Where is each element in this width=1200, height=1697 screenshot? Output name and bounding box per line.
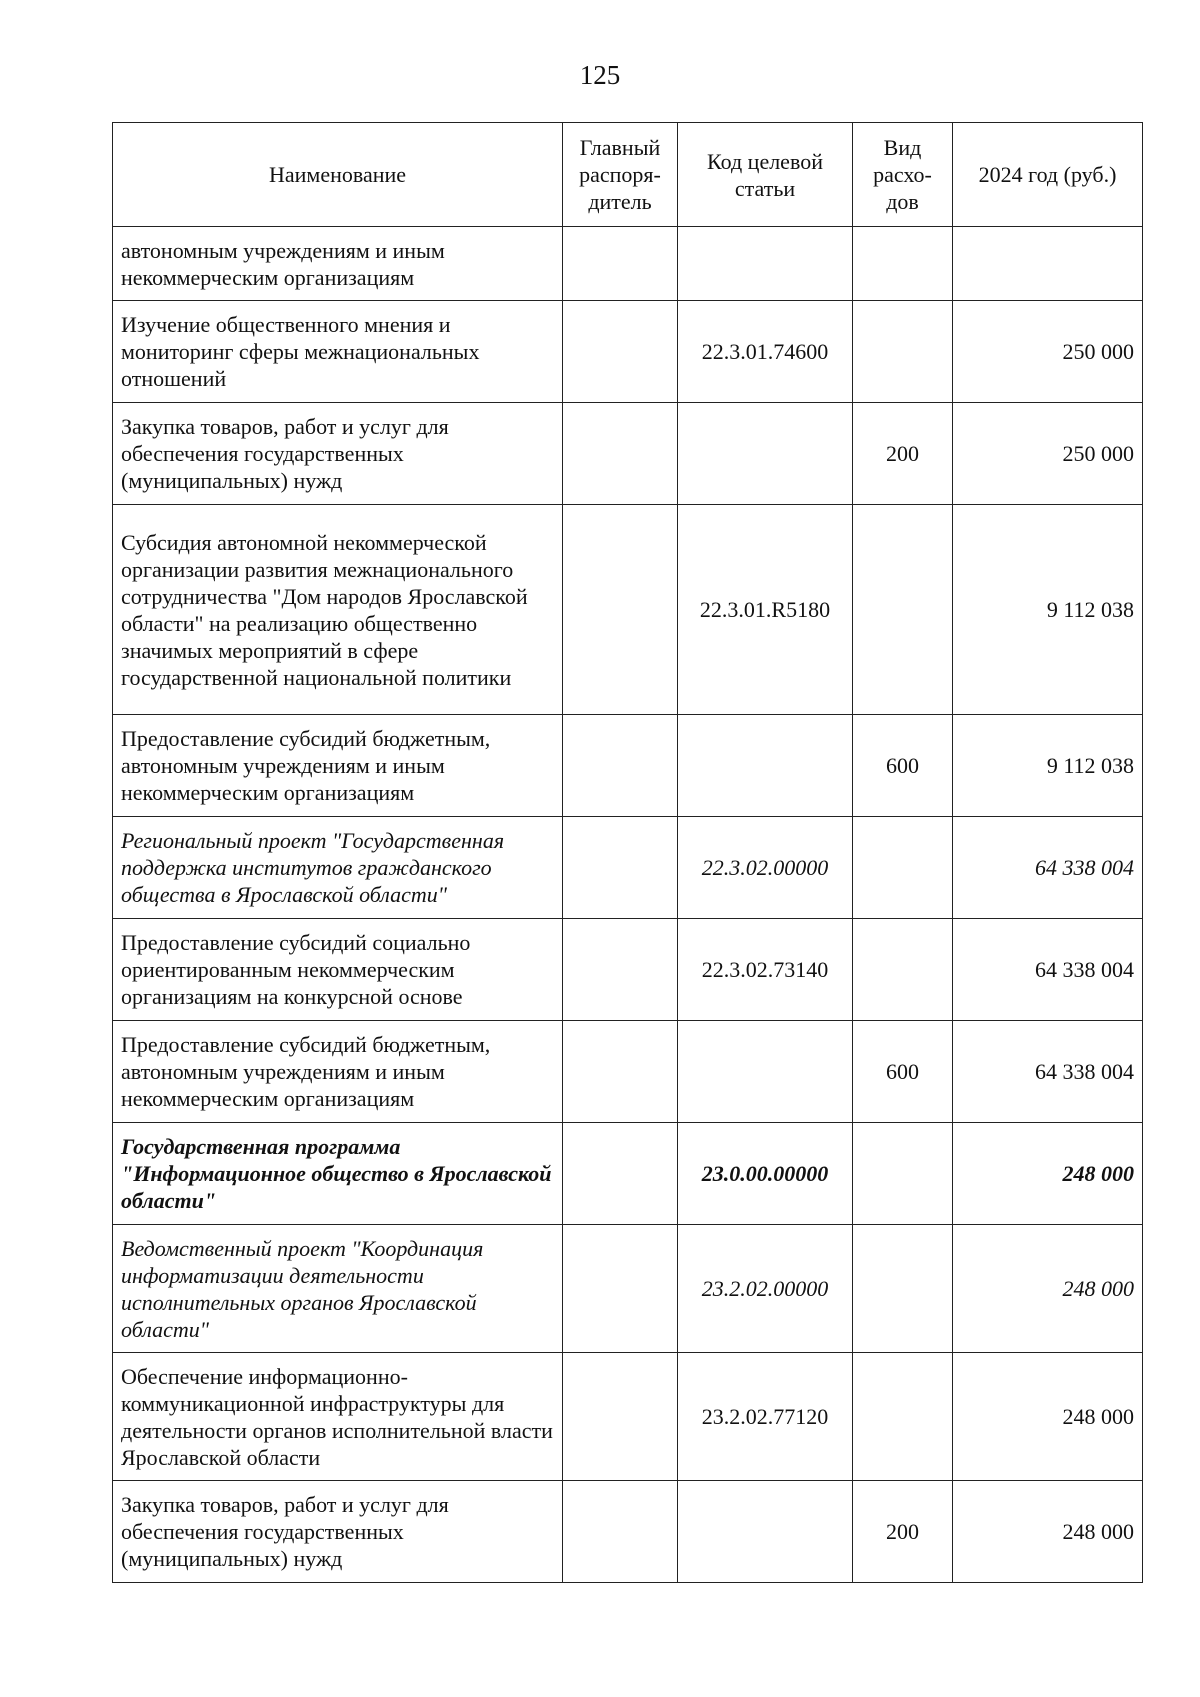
header-amount: 2024 год (руб.) [953, 123, 1143, 227]
cell-manager [563, 715, 678, 817]
table-body [113, 227, 1143, 1583]
cell-manager [563, 301, 678, 403]
cell-manager [563, 1123, 678, 1225]
cell-type [853, 817, 953, 919]
cell-name: Закупка товаров, работ и услуг для обеспечения государственных (муниципальных) нужд [113, 1481, 563, 1583]
cell-amount: 248 000 [953, 1123, 1143, 1225]
cell-amount: 250 000 [953, 301, 1143, 403]
cell-code: 23.2.02.77120 [678, 1353, 853, 1481]
cell-amount: 250 000 [953, 403, 1143, 505]
cell-manager [563, 505, 678, 715]
table-row [113, 1123, 1143, 1225]
cell-manager [563, 817, 678, 919]
cell-code: 23.0.00.00000 [678, 1123, 853, 1225]
cell-manager [563, 919, 678, 1021]
table-row [113, 1353, 1143, 1481]
cell-name: Предоставление субсидий бюджетным, автономным учреждениям и иным некоммерческим организациям [113, 1021, 563, 1123]
cell-name: Ведомственный проект "Координация информатизации деятельности исполнительных органов Ярославской области" [113, 1225, 563, 1353]
cell-type [853, 919, 953, 1021]
table-row [113, 715, 1143, 817]
cell-type [853, 1225, 953, 1353]
cell-type [853, 1353, 953, 1481]
cell-type [853, 505, 953, 715]
cell-code: 22.3.01.74600 [678, 301, 853, 403]
cell-type [853, 1123, 953, 1225]
cell-manager [563, 403, 678, 505]
cell-manager [563, 1021, 678, 1123]
cell-name: Изучение общественного мнения и мониторинг сферы межнациональных отношений [113, 301, 563, 403]
cell-code [678, 227, 853, 301]
header-code: Код целевой статьи [678, 123, 853, 227]
cell-name: Предоставление субсидий социально ориентированным некоммерческим организациям на конкурсной основе [113, 919, 563, 1021]
cell-amount: 64 338 004 [953, 817, 1143, 919]
cell-manager [563, 1481, 678, 1583]
cell-type: 600 [853, 715, 953, 817]
cell-code [678, 1481, 853, 1583]
cell-manager [563, 227, 678, 301]
cell-code [678, 1021, 853, 1123]
cell-amount: 248 000 [953, 1225, 1143, 1353]
header-type: Вид расхо-дов [853, 123, 953, 227]
cell-code [678, 715, 853, 817]
cell-amount [953, 227, 1143, 301]
cell-name: Субсидия автономной некоммерческой организации развития межнационального сотрудничества "Дом народов Ярославской области" на реализацию общественно значимых мероприятий в сфере государственной национальной политики [113, 505, 563, 715]
cell-name: Закупка товаров, работ и услуг для обеспечения государственных (муниципальных) нужд [113, 403, 563, 505]
page-number: 125 [579, 60, 621, 90]
table-row [113, 919, 1143, 1021]
cell-manager [563, 1225, 678, 1353]
table-row [113, 403, 1143, 505]
cell-amount: 248 000 [953, 1353, 1143, 1481]
cell-amount: 9 112 038 [953, 505, 1143, 715]
cell-name: Предоставление субсидий бюджетным, автономным учреждениям и иным некоммерческим организациям [113, 715, 563, 817]
cell-code: 22.3.01.R5180 [678, 505, 853, 715]
cell-amount: 9 112 038 [953, 715, 1143, 817]
cell-manager [563, 1353, 678, 1481]
cell-type [853, 301, 953, 403]
cell-code: 23.2.02.00000 [678, 1225, 853, 1353]
cell-type: 200 [853, 403, 953, 505]
header-name: Наименование [113, 123, 563, 227]
cell-amount: 64 338 004 [953, 1021, 1143, 1123]
cell-type: 600 [853, 1021, 953, 1123]
table-row [113, 817, 1143, 919]
table-row [113, 1225, 1143, 1353]
cell-name: Региональный проект "Государственная поддержка институтов гражданского общества в Ярославской области" [113, 817, 563, 919]
cell-code: 22.3.02.73140 [678, 919, 853, 1021]
budget-table [112, 122, 1143, 1583]
table-row [113, 227, 1143, 301]
cell-amount: 248 000 [953, 1481, 1143, 1583]
table-row [113, 505, 1143, 715]
cell-name: автономным учреждениям и иным некоммерческим организациям [113, 227, 563, 301]
header-manager: Главный распоря-дитель [563, 123, 678, 227]
table-row [113, 1481, 1143, 1583]
table-row [113, 301, 1143, 403]
cell-name: Государственная программа "Информационное общество в Ярославской области" [113, 1123, 563, 1225]
table-row [113, 1021, 1143, 1123]
cell-code [678, 403, 853, 505]
cell-name: Обеспечение информационно-коммуникационной инфраструктуры для деятельности органов исполнительной власти Ярославской области [113, 1353, 563, 1481]
cell-type: 200 [853, 1481, 953, 1583]
table-header-row [113, 123, 1143, 227]
cell-code: 22.3.02.00000 [678, 817, 853, 919]
cell-type [853, 227, 953, 301]
cell-amount: 64 338 004 [953, 919, 1143, 1021]
